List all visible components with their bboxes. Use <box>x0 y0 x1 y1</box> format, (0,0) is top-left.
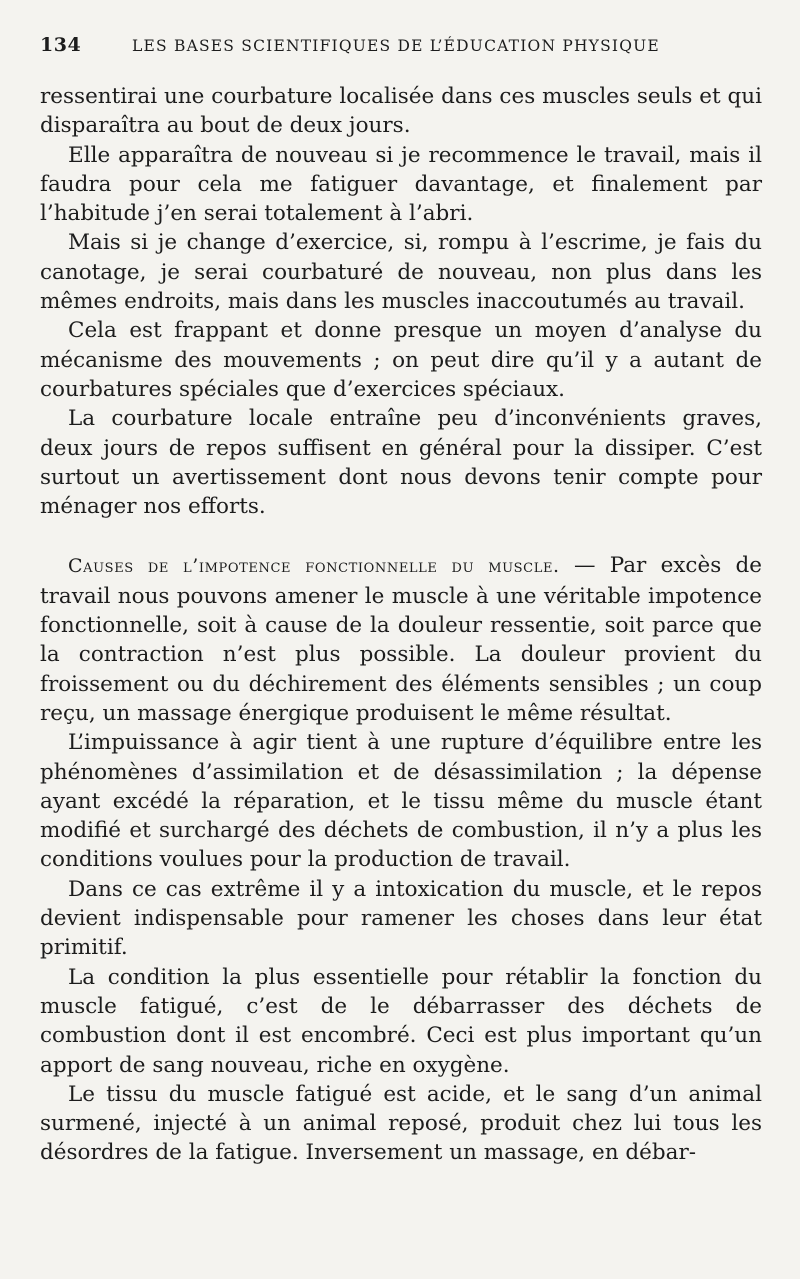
paragraph-9: Le tissu du muscle fatigué est acide, et le sang d’un animal surmené, injecté à un animal reposé, produit chez lui tous les désordres de la fatigue. Inversement un massage, en débar- <box>40 1081 762 1166</box>
paragraph-8: La condition la plus essentielle pour rétablir la fonction du muscle fatigué, c’est de le débarrasser des déchets de combustion dont il est encombré. Ceci est plus important qu’un apport de sang nouveau, riche en oxygène. <box>40 964 762 1078</box>
paragraph-1: ressentirai une courbature localisée dans ces muscles seuls et qui disparaîtra au bout de deux jours. <box>40 84 762 139</box>
section-paragraph <box>40 551 762 728</box>
paragraph-3: Mais si je change d’exercice, si, rompu à l’escrime, je fais du canotage, je serai courbaturé de nouveau, non plus dans les mêmes endroits, mais dans les muscles inaccoutumés au travail. <box>40 230 762 315</box>
paragraph-5: La courbature locale entraîne peu d’inconvénients graves, deux jours de repos suffisent en général pour la dissiper. C’est surtout un avertissement dont nous devons tenir compte pour ménager nos efforts. <box>40 406 762 520</box>
section-title: Causes de l’impotence fonctionnelle du muscle. <box>68 555 560 578</box>
paragraph-6: L’impuissance à agir tient à une rupture d’équilibre entre les phénomènes d’assimilation et de désassimilation ; la dépense ayant excédé la réparation, et le tissu même du muscle étant modifié et surchargé des déchets de combustion, il n’y a plus les conditions voulues pour la production de travail. <box>40 730 762 873</box>
paragraph-2: Elle apparaîtra de nouveau si je recommence le travail, mais il faudra pour cela me fatiguer davantage, et finalement par l’habitude j’en serai totalement à l’abri. <box>40 142 762 227</box>
paragraph-4: Cela est frappant et donne presque un moyen d’analyse du mécanisme des mouvements ; on peut dire qu’il y a autant de courbatures spéciales que d’exercices spéciaux. <box>40 318 762 402</box>
section-gap <box>40 521 762 551</box>
section-lead-text: — Par excès de travail nous pouvons amener le muscle à une véritable impotence fonctionnelle, soit à cause de la douleur ressentie, soit parce que la contraction n’est plus possible. La douleur provient du froissement ou du déchirement des éléments sensibles ; un coup reçu, un massage énergique produisent le même résultat. <box>40 553 762 726</box>
paragraph-7: Dans ce cas extrême il y a intoxication du muscle, et le repos devient indispensable pour ramener les choses dans leur état primitif. <box>40 876 762 961</box>
page-number: 134 <box>40 34 82 56</box>
running-head: LES BASES SCIENTIFIQUES DE L’ÉDUCATION PHYSIQUE <box>132 37 660 55</box>
page-header <box>40 34 762 70</box>
